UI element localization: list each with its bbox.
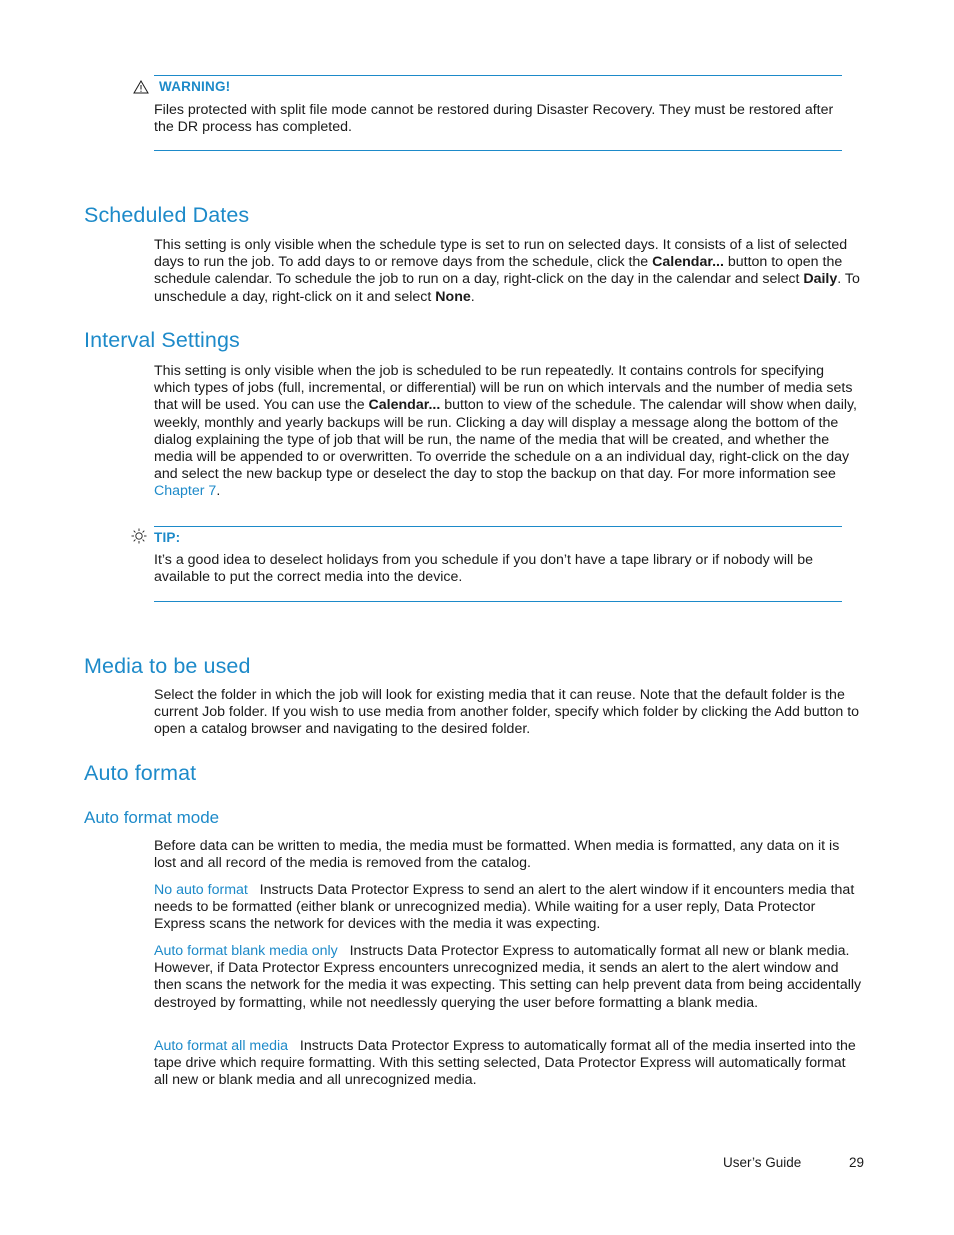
tip-top-rule xyxy=(154,526,842,527)
warning-label: WARNING! xyxy=(159,79,231,94)
interval-settings-heading: Interval Settings xyxy=(84,328,240,352)
option-no-auto-format: No auto format Instructs Data Protector Express to send an alert to the alert window if it encounters media that needs to be formatted (either blank or unrecognized media). While waiting for a user reply, Data Protector Express scans the network for devices with the media it was expecting. xyxy=(154,882,855,933)
warning-top-rule xyxy=(154,75,842,76)
warning-text: Files protected with split file mode cannot be restored during Disaster Recovery. They must be restored after the DR process has completed. xyxy=(154,102,834,136)
auto-format-intro: Before data can be written to media, the media must be formatted. When media is formatted, any data on it is lost and all record of the media is removed from the catalog. xyxy=(154,838,840,872)
option-term: No auto format xyxy=(154,882,248,898)
scheduled-dates-text: This setting is only visible when the schedule type is set to run on selected days. It consists of a list of selected days to run the job. To add days to or remove days from the schedule, click the Calendar... button to open the schedule calendar. To schedule the job to run on a day, right-click on the day in the calendar and select Daily. To unschedule a day, right-click on it and select None. xyxy=(154,237,860,305)
footer-guide-title: User’s Guide xyxy=(723,1155,802,1170)
none-option-ref: None xyxy=(435,288,471,305)
interval-settings-text: This setting is only visible when the job is scheduled to be run repeatedly. It contains controls for specifying which types of jobs (full, incremental, or differential) will be run on which intervals and the number of media sets that will be used. You can use the Calendar... button to view of the schedule. The calendar will show when daily, weekly, monthly and yearly backups will be run. Clicking a day will display a message along the bottom of the dialog explaining the type of job that will be run, the name of the media that will be created, and whether the media will be appended to or overwritten. To override the schedule on a an individual day, right-click on the day and select the new backup type or deselect the day to stop the backup on that day. For more information see Chapter 7. xyxy=(154,363,857,500)
option-auto-format-all: Auto format all media Instructs Data Protector Express to automatically format all of the media inserted into the tape drive which require formatting. With this setting selected, Data Protector Express will automatically format all new or blank media and all unrecognized media. xyxy=(154,1038,856,1089)
tip-text: It’s a good idea to deselect holidays from you schedule if you don’t have a tape library or if nobody will be available to put the correct media into the device. xyxy=(154,552,814,586)
media-to-be-used-heading: Media to be used xyxy=(84,654,251,678)
option-term: Auto format blank media only xyxy=(154,943,338,959)
warning-bottom-rule xyxy=(154,150,842,151)
daily-option-ref: Daily xyxy=(803,271,838,288)
lightbulb-icon xyxy=(130,527,148,545)
media-to-be-used-text: Select the folder in which the job will look for existing media that it can reuse. Note that the default folder is the current Job folder. If you wish to use media from another folder, specify which folder by clicking the Add button to open a catalog browser and navigating to the desired folder. xyxy=(154,687,860,738)
option-auto-format-blank: Auto format blank media only Instructs Data Protector Express to automatically format all new or blank media. However, if Data Protector Express encounters unrecognized media, it sends an alert to the alert window and then scans the network for the media it was expecting. This setting can help prevent data from being accidentally destroyed by formatting, while not needlessly querying the user before formatting a blank media. xyxy=(154,943,862,1011)
warning-icon xyxy=(133,80,149,94)
calendar-button-ref: Calendar... xyxy=(652,254,724,271)
page-number: 29 xyxy=(849,1155,865,1170)
chapter-7-link[interactable]: Chapter 7 xyxy=(154,483,217,500)
calendar-button-ref: Calendar... xyxy=(368,397,441,414)
auto-format-heading: Auto format xyxy=(84,761,197,785)
scheduled-dates-heading: Scheduled Dates xyxy=(84,203,250,227)
option-term: Auto format all media xyxy=(154,1038,289,1054)
tip-bottom-rule xyxy=(154,601,842,602)
tip-label: TIP: xyxy=(154,530,181,545)
auto-format-mode-subheading: Auto format mode xyxy=(84,808,220,827)
